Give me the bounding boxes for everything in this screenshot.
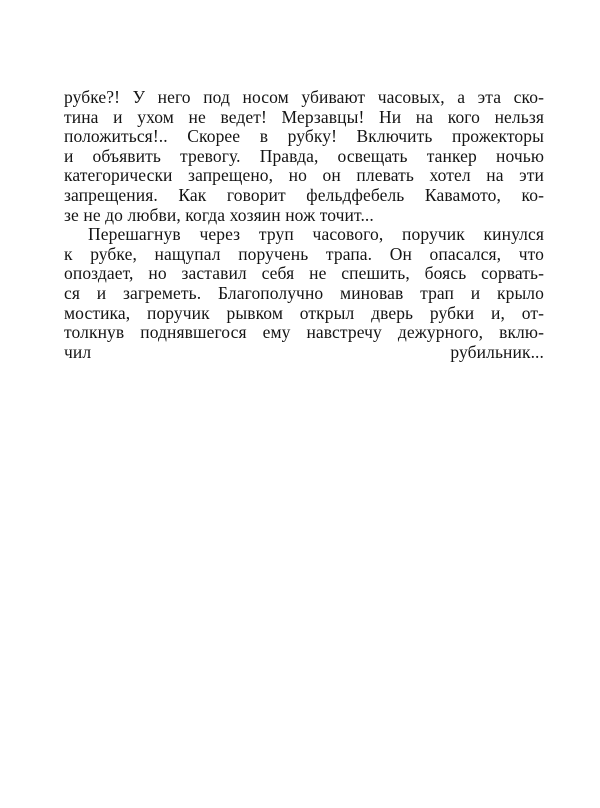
text-line: толкнув поднявшегося ему навстречу дежурного, вклю- [64,322,544,343]
text-line: Перешагнув через труп часового, поручик кинулся [88,224,544,245]
page-text [64,88,544,362]
text-line: опоздает, но заставил себя не спешить, боясь сорвать- [64,263,544,284]
text-line: положиться!.. Скорее в рубку! Включить прожекторы [64,126,544,147]
text-line: к рубке, нащупал поручень трапа. Он опасался, что [64,243,544,264]
paragraph-1 [64,88,544,225]
text-line: категорически запрещено, но он плевать хотел на эти [64,165,544,186]
text-line: чил рубильник... [64,341,544,362]
text-line: и объявить тревогу. Правда, освещать танкер ночью [64,145,544,166]
text-line: ся и загреметь. Благополучно миновав трап и крыло [64,282,544,303]
text-line: рубке?! У него под носом убивают часовых, а эта ско- [64,87,544,107]
text-line: запрещения. Как говорит фельдфебель Кавамото, ко- [64,184,544,205]
text-line: мостика, поручик рывком открыл дверь рубки и, от- [64,302,544,323]
paragraph-2 [64,225,544,362]
text-line: зе не до любви, когда хозяин нож точит... [64,204,374,225]
text-line: тина и ухом не ведет! Мерзавцы! Ни на кого нельзя [64,106,544,127]
